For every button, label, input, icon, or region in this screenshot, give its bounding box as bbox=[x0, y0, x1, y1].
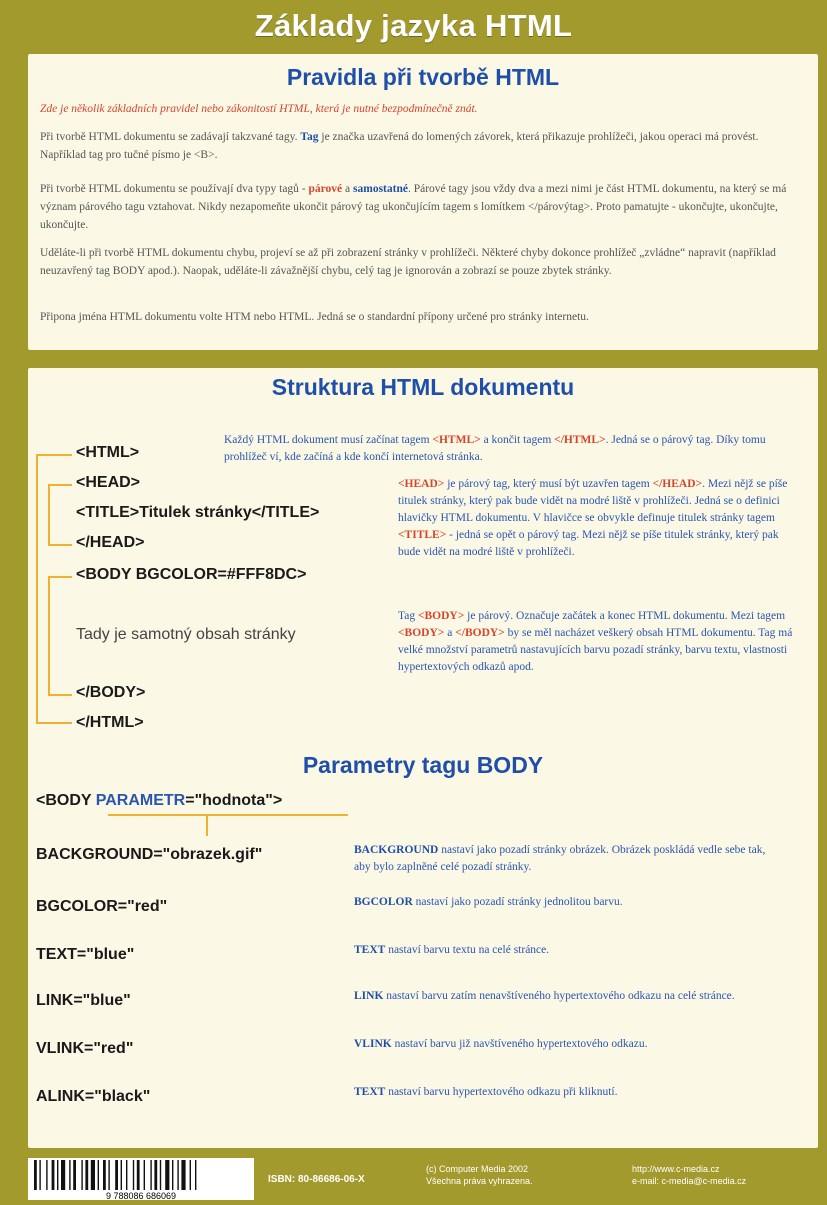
barcode bbox=[28, 1158, 254, 1200]
barcode-bar bbox=[172, 1160, 173, 1190]
rules-intro: Zde je několik základních pravidel nebo zákonitostí HTML, která je nutné bezpodmínečně znát. bbox=[40, 103, 478, 115]
code-title-line: <TITLE>Titulek stránky</TITLE> bbox=[76, 504, 320, 521]
structure-panel bbox=[28, 368, 818, 1148]
barcode-bar bbox=[52, 1160, 55, 1190]
barcode-bar bbox=[69, 1160, 70, 1190]
barcode-bar bbox=[98, 1160, 99, 1190]
param-keyword: BGCOLOR bbox=[354, 896, 413, 908]
barcode-digits: 9 788086 686069 bbox=[105, 1191, 177, 1200]
param-keyword: BACKGROUND bbox=[354, 844, 439, 856]
bracket-head-bottom bbox=[48, 544, 72, 546]
code-html-open: <HTML> bbox=[76, 444, 140, 461]
p1-text-b: je značka uzavřená do lomených závorek, která přikazuje prohlížeči, jakou operaci má provést. Například tag pro tučné písmo je <B>. bbox=[40, 131, 759, 161]
param-description bbox=[354, 1084, 774, 1101]
code-body-open: <BODY BGCOLOR=#FFF8DC> bbox=[76, 566, 307, 583]
p2-and: a bbox=[345, 183, 351, 195]
barcode-bar bbox=[177, 1160, 178, 1190]
barcode-bar bbox=[115, 1160, 118, 1190]
structure-heading: Struktura HTML dokumentu bbox=[271, 374, 575, 400]
barcode-bar bbox=[39, 1160, 40, 1190]
desc-body-and: a bbox=[447, 627, 453, 639]
barcode-bar bbox=[85, 1160, 88, 1190]
p1-text-a: Při tvorbě HTML dokumentu se zadávají takzvané tagy. bbox=[40, 131, 298, 143]
footer-isbn: ISBN: 80-86686-06-X bbox=[268, 1174, 365, 1185]
param-keyword: TEXT bbox=[354, 944, 386, 956]
desc-body-a: Tag bbox=[398, 610, 416, 622]
desc-html-b: a končit tagem bbox=[483, 434, 552, 446]
desc-body-tag-1: <BODY> bbox=[417, 610, 465, 622]
desc-head-tag-open: <HEAD> bbox=[398, 478, 445, 490]
bracket-body-bottom bbox=[48, 694, 72, 696]
rules-heading: Pravidla při tvorbě HTML bbox=[286, 64, 560, 90]
barcode-bar bbox=[144, 1160, 145, 1190]
param-description bbox=[354, 842, 774, 876]
barcode-bar bbox=[160, 1160, 161, 1190]
rules-paragraph-4: Připona jména HTML dokumentu volte HTM nebo HTML. Jedná se o standardní přípony určené pro stránky internetu. bbox=[40, 311, 589, 323]
rules-panel bbox=[28, 54, 818, 350]
body-syntax bbox=[36, 792, 282, 810]
param-description bbox=[354, 988, 774, 1005]
barcode-bar bbox=[165, 1160, 169, 1190]
code-html-close: </HTML> bbox=[76, 714, 144, 731]
param-desc-text: nastaví barvu hypertextového odkazu při kliknutí. bbox=[388, 1086, 618, 1098]
desc-html-tag-close: </HTML> bbox=[554, 434, 606, 446]
param-desc-text: nastaví jako pozadí stránky obrázek. Obrázek poskládá vedle sebe tak, aby bylo zaplněné celé pozadí stránky. bbox=[354, 844, 766, 873]
bracket-html-top bbox=[36, 454, 72, 456]
rules-paragraph-3: Uděláte-li při tvorbě HTML dokumentu chybu, projeví se až při zobrazení stránky v prohlížeči. Některé chyby dokonce prohlížeč „zvládne“ napravit (například neuzavřený tag BODY apod.). Naopak, uděláte-li závažnější chybu, celý tag je ignorován a zobrazí se pouze zbytek stránky. bbox=[40, 247, 776, 277]
param-desc-text: nastaví barvu již navštíveného hypertextového odkazu. bbox=[394, 1038, 648, 1050]
param-keyword: VLINK bbox=[354, 1038, 392, 1050]
syntax-param: PARAMETR bbox=[95, 792, 186, 809]
param-code: ALINK="black" bbox=[36, 1088, 151, 1105]
desc-head-tag-title: <TITLE> bbox=[398, 529, 447, 541]
rules-paragraph-2 bbox=[40, 180, 804, 234]
bracket-head-side bbox=[48, 484, 50, 546]
p2-text-a: Při tvorbě HTML dokumentu se používají dva typy tagů - bbox=[40, 183, 306, 195]
barcode-bar bbox=[108, 1160, 109, 1190]
barcode-bar bbox=[190, 1160, 191, 1190]
param-description bbox=[354, 942, 774, 959]
desc-html bbox=[224, 432, 784, 466]
footer-web: http://www.c-media.cz bbox=[632, 1164, 720, 1174]
barcode-bar bbox=[34, 1160, 37, 1190]
body-params-heading: Parametry tagu BODY bbox=[302, 752, 544, 778]
syntax-part-b: ="hodnota"> bbox=[185, 792, 283, 809]
barcode-bar bbox=[181, 1160, 185, 1190]
page-title: Základy jazyka HTML bbox=[254, 8, 573, 43]
barcode-bar bbox=[103, 1160, 106, 1190]
syntax-connector bbox=[206, 814, 208, 836]
desc-body bbox=[398, 608, 798, 676]
bracket-html-bottom bbox=[36, 722, 72, 724]
param-desc-text: nastaví jako pozadí stránky jednolitou barvu. bbox=[415, 896, 623, 908]
barcode-bar bbox=[121, 1160, 122, 1190]
bracket-head-top bbox=[48, 484, 72, 486]
desc-body-tag-2: <BODY> bbox=[398, 627, 445, 639]
param-keyword: LINK bbox=[354, 990, 384, 1002]
footer-email: e-mail: c-media@c-media.cz bbox=[632, 1176, 747, 1186]
bracket-body-side bbox=[48, 576, 50, 696]
p2-text-b: . Párové tagy jsou vždy dva a mezi nimi je část HTML dokumentu, na který se má význam párového tagu vztahovat. Nikdy nezapomeňte ukončit párový tag ukončujícím tagem s lomítkem </párovýtag>. Proto pamatujte - ukončujte, ukončujte, ukončujte. bbox=[40, 183, 787, 231]
param-description bbox=[354, 894, 774, 911]
param-code: VLINK="red" bbox=[36, 1040, 134, 1057]
desc-head-b: . Mezi nějž se píše titulek stránky, který pak bude vidět na modré liště v prohlížeči. Jedná se o definici hlavičky HTML dokumentu. V hlavičce se obvykle definuje titulek stránky tagem bbox=[398, 478, 788, 524]
barcode-bar bbox=[91, 1160, 95, 1190]
rules-paragraph-1 bbox=[40, 128, 804, 164]
code-head-close: </HEAD> bbox=[76, 534, 145, 551]
code-body-close: </BODY> bbox=[76, 684, 146, 701]
syntax-underline bbox=[108, 814, 348, 816]
barcode-bar bbox=[126, 1160, 127, 1190]
desc-html-a: Každý HTML dokument musí začínat tagem bbox=[224, 434, 430, 446]
code-content: Tady je samotný obsah stránky bbox=[76, 626, 296, 643]
barcode-bar bbox=[195, 1160, 196, 1190]
desc-body-tag-3: </BODY> bbox=[455, 627, 505, 639]
barcode-bar bbox=[137, 1160, 140, 1190]
p1-keyword-tag: Tag bbox=[300, 131, 319, 143]
p2-keyword-single: samostatné bbox=[353, 183, 408, 195]
param-code: TEXT="blue" bbox=[36, 946, 135, 963]
param-keyword: TEXT bbox=[354, 1086, 386, 1098]
barcode-bar bbox=[81, 1160, 82, 1190]
param-code: LINK="blue" bbox=[36, 992, 131, 1009]
footer-rights: Všechna práva vyhrazena. bbox=[426, 1176, 533, 1186]
bracket-body-top bbox=[48, 576, 72, 578]
desc-head bbox=[398, 476, 798, 561]
desc-head-c: - jedná se opět o párový tag. Mezi nějž se píše titulek stránky, který pak bude vidět na modré liště v prohlížeči. bbox=[398, 529, 779, 558]
param-code: BGCOLOR="red" bbox=[36, 898, 168, 915]
param-desc-text: nastaví barvu zatím nenavštíveného hypertextového odkazu na celé stránce. bbox=[386, 990, 735, 1002]
barcode-bar bbox=[73, 1160, 76, 1190]
barcode-bars bbox=[28, 1158, 254, 1200]
desc-body-b: je párový. Označuje začátek a konec HTML dokumentu. Mezi tagem bbox=[467, 610, 786, 622]
desc-head-a: je párový tag, který musí být uzavřen tagem bbox=[447, 478, 650, 490]
barcode-bar bbox=[46, 1160, 47, 1190]
barcode-bar bbox=[61, 1160, 65, 1190]
param-code: BACKGROUND="obrazek.gif" bbox=[36, 846, 263, 863]
desc-body-c: by se měl nacházet veškerý obsah HTML dokumentu. Tag má velké množství parametrů nastavujících barvu pozadí stránky, barvu textu, vlastnosti hypertextových odkazů apod. bbox=[398, 627, 793, 673]
barcode-bar bbox=[154, 1160, 157, 1190]
barcode-bar bbox=[133, 1160, 134, 1190]
desc-head-tag-close: </HEAD> bbox=[652, 478, 703, 490]
footer-copyright: (c) Computer Media 2002 bbox=[426, 1164, 529, 1174]
code-head-open: <HEAD> bbox=[76, 474, 141, 491]
desc-html-tag-open: <HTML> bbox=[432, 434, 481, 446]
syntax-part-a: <BODY bbox=[36, 792, 96, 809]
p2-keyword-paired: párové bbox=[308, 183, 343, 195]
param-desc-text: nastaví barvu textu na celé stránce. bbox=[388, 944, 550, 956]
desc-html-c: . Jedná se o párový tag. Díky tomu prohlížeč ví, kde začíná a kde končí internetová stránka. bbox=[224, 434, 766, 463]
param-description bbox=[354, 1036, 774, 1053]
bracket-html-side bbox=[36, 454, 38, 724]
barcode-bar bbox=[57, 1160, 58, 1190]
footer bbox=[28, 1158, 818, 1200]
barcode-bar bbox=[150, 1160, 151, 1190]
